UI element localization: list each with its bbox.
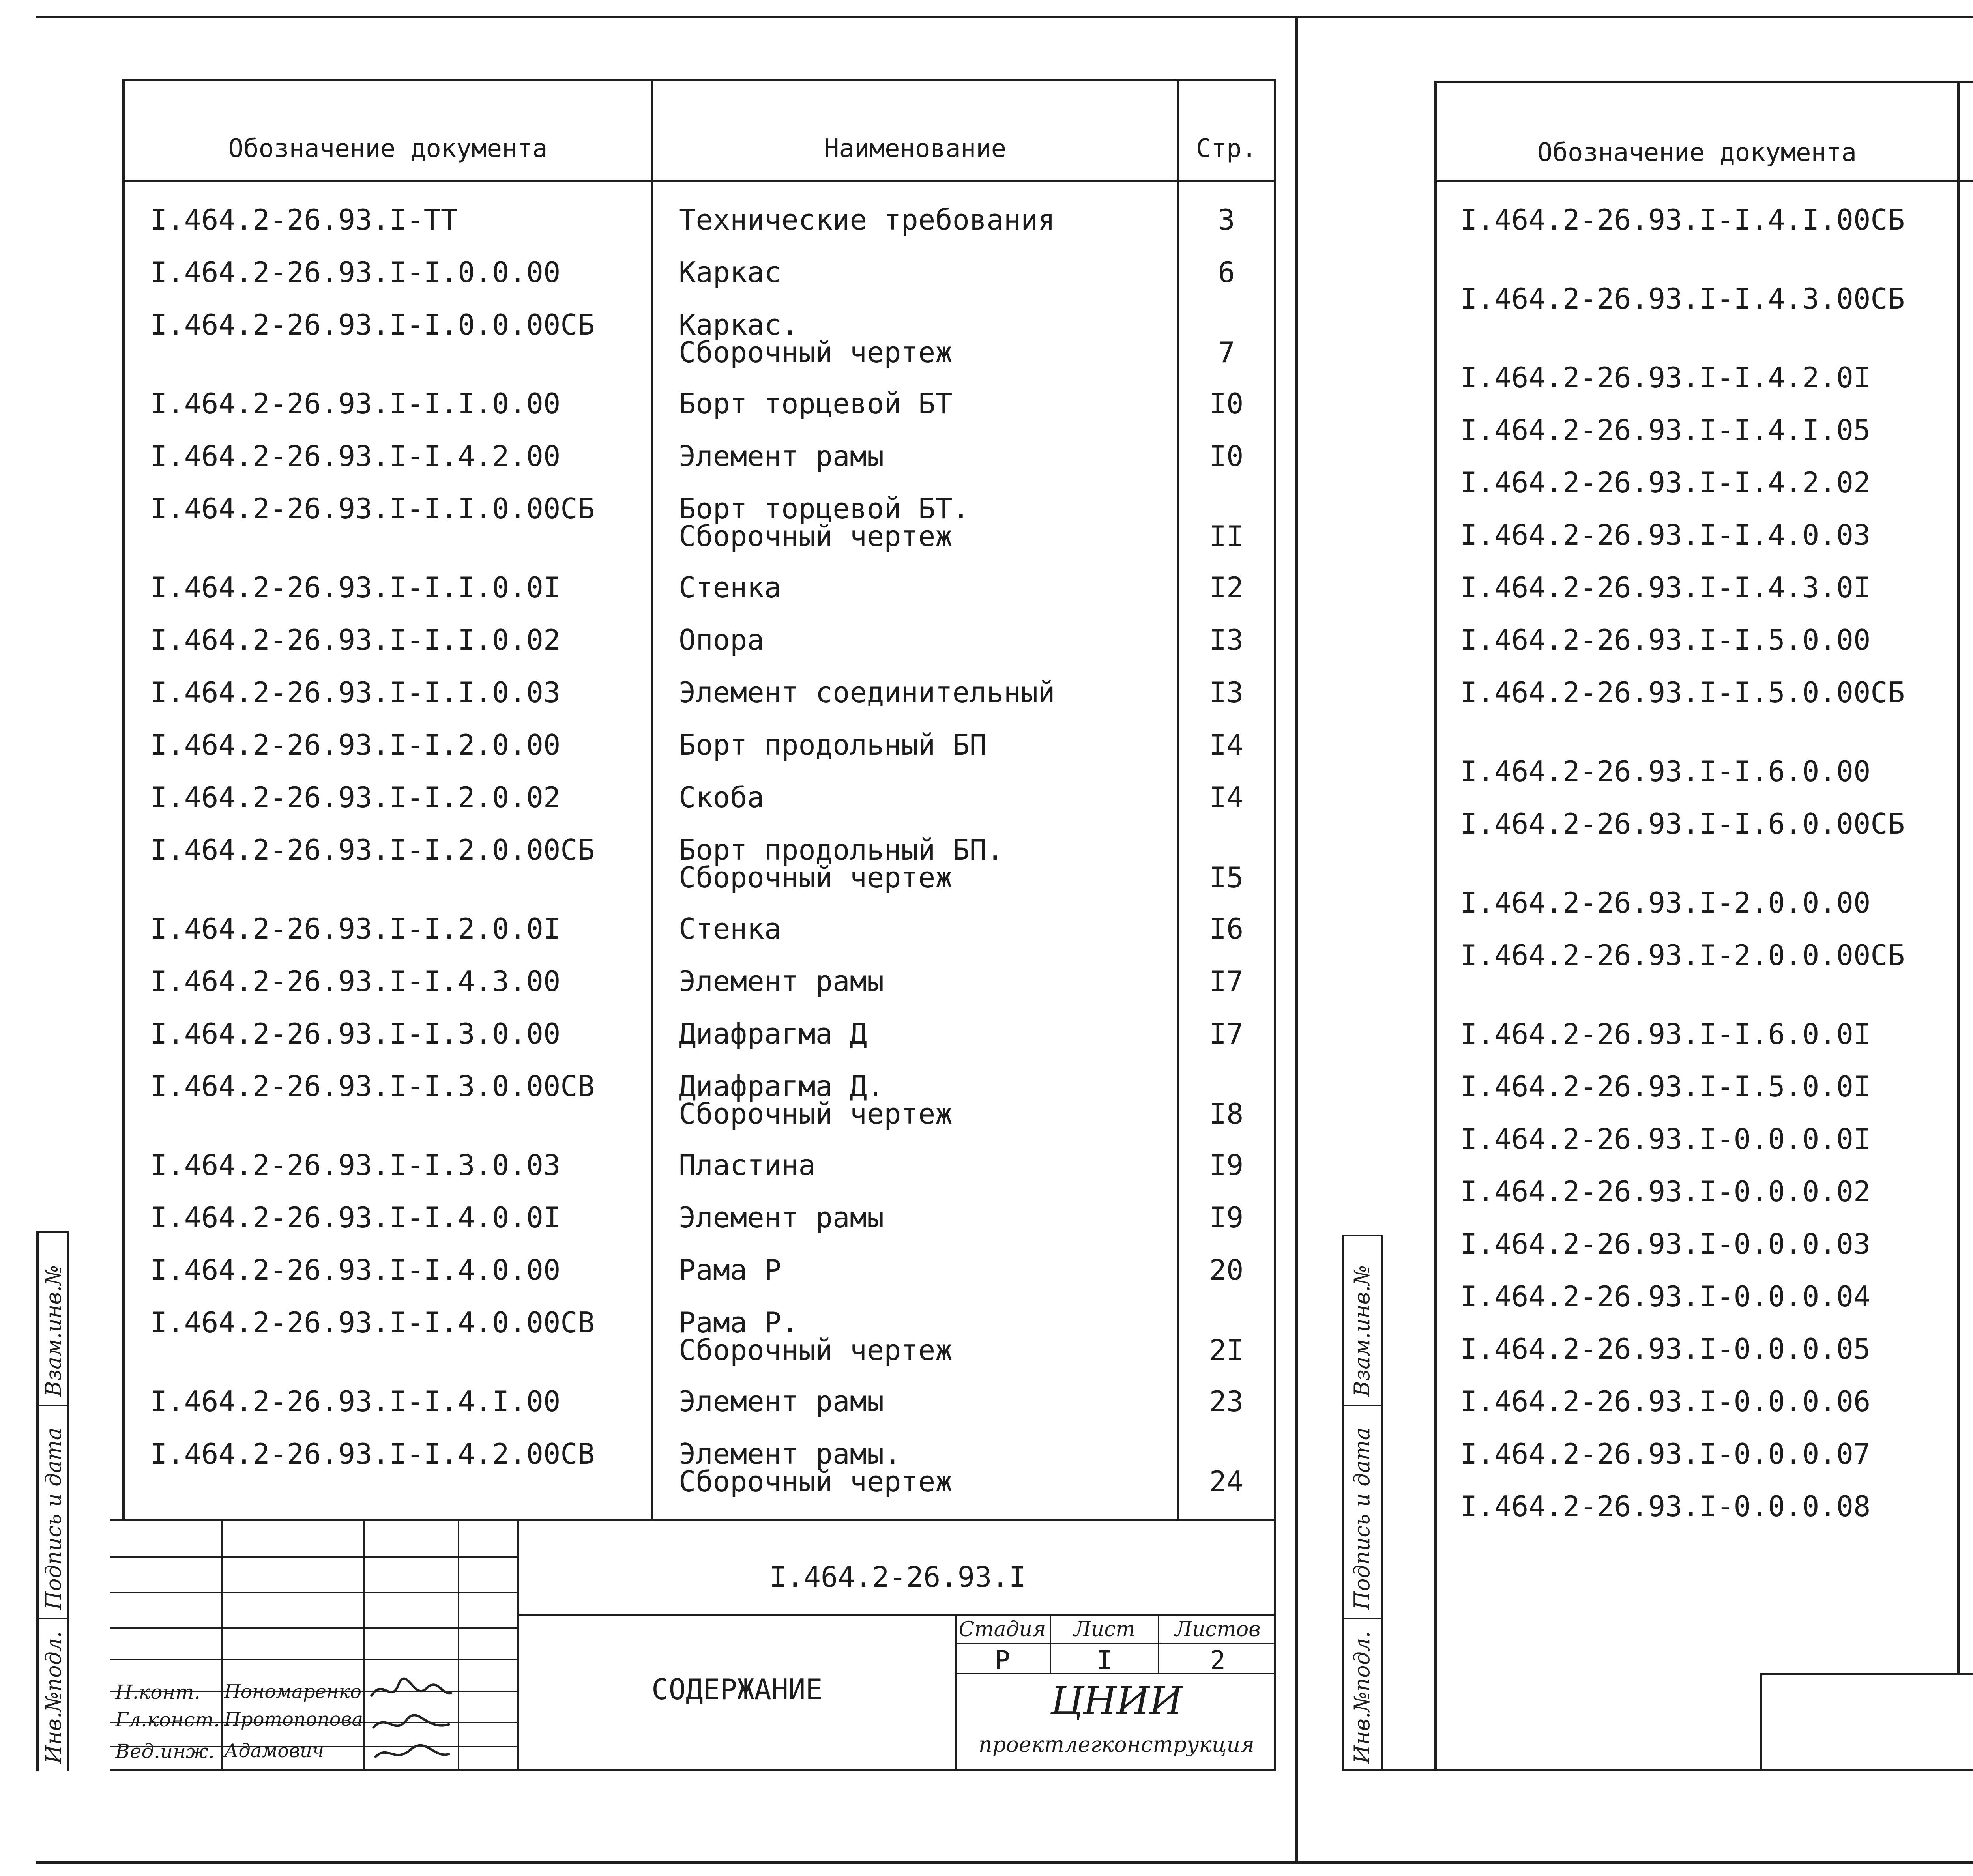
doc-name: Пластина [679, 1148, 816, 1182]
page-number: I8 [1209, 1097, 1244, 1130]
doc-name: Элемент рамы [679, 440, 884, 473]
page-number: I4 [1209, 728, 1244, 761]
page-number: I5 [1209, 861, 1244, 894]
role-3: Вед.инж. [115, 1740, 215, 1763]
page-number: I9 [1209, 1201, 1244, 1234]
doc-code: I.464.2-26.93.I-0.0.0.0I [1460, 1122, 1871, 1156]
org-line2: проектлегконструкция [978, 1732, 1255, 1757]
left-header-name: Наименование [824, 134, 1007, 163]
page-number: I6 [1209, 912, 1244, 945]
doc-code: I.464.2-26.93.I-I.I.0.03 [150, 676, 561, 709]
left-side-label-1: Взам.инв.№ [41, 1265, 66, 1397]
doc-code: I.464.2-26.93.I-I.0.0.00 [150, 256, 561, 289]
sheet-label: Лист [1074, 1618, 1135, 1641]
page-number: 23 [1209, 1385, 1244, 1418]
doc-code: I.464.2-26.93.I-I.2.0.00СБ [150, 833, 595, 866]
doc-code: I.464.2-26.93.I-I.I.0.02 [150, 623, 561, 657]
doc-name: Борт торцевой БТ [679, 387, 953, 420]
doc-name: Элемент рамы [679, 965, 884, 998]
doc-name: Сборочный чертеж [679, 520, 953, 553]
doc-name: Опора [679, 623, 764, 657]
page-number: II [1209, 520, 1244, 553]
doc-name: Борт торцевой БТ. [679, 492, 970, 525]
doc-name: Стенка [679, 571, 782, 604]
doc-code: I.464.2-26.93.I-I.I.0.00СБ [150, 492, 595, 525]
sheets-value: 2 [1210, 1645, 1226, 1676]
doc-name: Сборочный чертеж [679, 1465, 953, 1498]
role-2-name: Протопопова [224, 1708, 363, 1730]
doc-code: I.464.2-26.93.I-I.5.0.00СБ [1460, 676, 1905, 709]
doc-code: I.464.2-26.93.I-I.6.0.00 [1460, 755, 1871, 788]
page-number: I9 [1209, 1148, 1244, 1182]
page-number: 3 [1218, 203, 1235, 236]
page-number: 20 [1209, 1253, 1244, 1287]
doc-code: I.464.2-26.93.I-I.4.3.00 [150, 965, 561, 998]
doc-code: I.464.2-26.93.I-I.4.0.00СВ [150, 1306, 595, 1339]
stage-value: Р [994, 1645, 1010, 1676]
left-side-label-3: Инв.№подл. [41, 1631, 66, 1764]
doc-code: I.464.2-26.93.I-2.0.0.00СБ [1460, 939, 1905, 972]
doc-code: I.464.2-26.93.I-I.0.0.00СБ [150, 308, 595, 341]
doc-code: I.464.2-26.93.I-0.0.0.03 [1460, 1227, 1871, 1261]
doc-name: Сборочный чертеж [679, 336, 953, 369]
doc-code: I.464.2-26.93.I-I.I.0.00 [150, 387, 561, 420]
right-side-label-2: Подпись и дата [1350, 1427, 1374, 1610]
doc-code: I.464.2-26.93.I-I.2.0.00 [150, 728, 561, 761]
page-number: 24 [1209, 1465, 1244, 1498]
left-side-label-2: Подпись и дата [41, 1427, 66, 1610]
right-header-code: Обозначение документа [1537, 138, 1857, 167]
doc-name: Элемент рамы. [679, 1437, 901, 1470]
doc-code: I.464.2-26.93.I-I.4.0.03 [1460, 518, 1871, 552]
doc-name: Борт продольный БП [679, 728, 987, 761]
doc-name: Сборочный чертеж [679, 861, 953, 894]
doc-name: Сборочный чертеж [679, 1097, 953, 1130]
doc-name: Рама Р. [679, 1306, 799, 1339]
sheets-label: Листов [1175, 1618, 1261, 1641]
doc-code: I.464.2-26.93.I-0.0.0.04 [1460, 1280, 1871, 1313]
doc-code: I.464.2-26.93.I-0.0.0.08 [1460, 1490, 1871, 1523]
doc-code: I.464.2-26.93.I-I.4.I.05 [1460, 413, 1871, 447]
right-side-label-3: Инв.№подл. [1350, 1631, 1374, 1764]
doc-name: Каркас [679, 256, 782, 289]
page-number: 6 [1218, 256, 1235, 289]
right-header-name [1960, 140, 1973, 169]
doc-name: Каркас. [679, 308, 799, 341]
doc-code: I.464.2-26.93.I-I.3.0.00СВ [150, 1070, 595, 1103]
right-doc-code [1762, 1720, 1973, 1753]
doc-code: I.464.2-26.93.I-I.4.2.02 [1460, 466, 1871, 499]
org-line1: ЦНИИ [1050, 1679, 1183, 1723]
right-side-label-1: Взам.инв.№ [1350, 1265, 1374, 1397]
page-number: I7 [1209, 965, 1244, 998]
doc-name: Рама Р [679, 1253, 782, 1287]
page-number: I0 [1209, 387, 1244, 420]
page-number: I3 [1209, 676, 1244, 709]
role-2: Гл.конст. [115, 1708, 220, 1731]
doc-code: I.464.2-26.93.I-I.4.0.0I [150, 1201, 561, 1234]
page-number: I4 [1209, 781, 1244, 814]
doc-code: I.464.2-26.93.I-I.4.0.00 [150, 1253, 561, 1287]
doc-code: I.464.2-26.93.I-I.4.3.00СБ [1460, 282, 1905, 315]
doc-name: Борт продольный БП. [679, 833, 1004, 866]
page-number: I2 [1209, 571, 1244, 604]
left-doc-code: I.464.2-26.93.I [769, 1560, 1026, 1594]
doc-name: Элемент соединительный [679, 676, 1055, 709]
role-3-name: Адамович [224, 1740, 324, 1762]
sheet-value: I [1097, 1645, 1112, 1676]
doc-name: Технические требования [679, 203, 1055, 236]
role-1: Н.конт. [115, 1681, 200, 1704]
left-header-code: Обозначение документа [228, 134, 548, 163]
page-number: I0 [1209, 440, 1244, 473]
doc-name: Скоба [679, 781, 764, 814]
doc-code: I.464.2-26.93.I-I.3.0.00 [150, 1017, 561, 1050]
doc-code: I.464.2-26.93.I-I.4.2.0I [1460, 361, 1871, 394]
doc-name: Элемент рамы [679, 1385, 884, 1418]
doc-code: I.464.2-26.93.I-I.4.I.00 [150, 1385, 561, 1418]
doc-code: I.464.2-26.93.I-I.6.0.00СБ [1460, 807, 1905, 840]
doc-code: I.464.2-26.93.I-I.2.0.02 [150, 781, 561, 814]
page-number: I7 [1209, 1017, 1244, 1050]
doc-code: I.464.2-26.93.I-0.0.0.05 [1460, 1332, 1871, 1365]
doc-name: Стенка [679, 912, 782, 945]
doc-name: Элемент рамы [679, 1201, 884, 1234]
stage-label: Стадия [958, 1618, 1046, 1641]
doc-code: I.464.2-26.93.I-I.4.3.0I [1460, 571, 1871, 604]
page-number: 7 [1218, 336, 1235, 369]
role-1-name: Пономаренко [224, 1681, 361, 1703]
doc-name: Сборочный чертеж [679, 1334, 953, 1367]
doc-code: I.464.2-26.93.I-I.4.2.00СВ [150, 1437, 595, 1470]
doc-code: I.464.2-26.93.I-0.0.0.07 [1460, 1437, 1871, 1470]
doc-code: I.464.2-26.93.I-I.3.0.03 [150, 1148, 561, 1182]
left-doc-title: СОДЕРЖАНИЕ [651, 1673, 823, 1706]
doc-code: I.464.2-26.93.I-I.I.0.0I [150, 571, 561, 604]
doc-code: I.464.2-26.93.I-I.4.2.00 [150, 440, 561, 473]
doc-code: I.464.2-26.93.I-I.2.0.0I [150, 912, 561, 945]
page-number: 2I [1209, 1334, 1244, 1367]
doc-code: I.464.2-26.93.I-ТТ [150, 203, 458, 236]
page-number: I3 [1209, 623, 1244, 657]
doc-code: I.464.2-26.93.I-2.0.0.00 [1460, 886, 1871, 919]
doc-code: I.464.2-26.93.I-I.5.0.00 [1460, 623, 1871, 657]
doc-code: I.464.2-26.93.I-I.5.0.0I [1460, 1070, 1871, 1103]
doc-code: I.464.2-26.93.I-I.6.0.0I [1460, 1017, 1871, 1051]
doc-name: Диафрагма Д. [679, 1070, 884, 1103]
doc-name: Диафрагма Д [679, 1017, 867, 1050]
doc-code: I.464.2-26.93.I-I.4.I.00СБ [1460, 203, 1905, 236]
doc-code: I.464.2-26.93.I-0.0.0.06 [1460, 1385, 1871, 1418]
doc-code: I.464.2-26.93.I-0.0.0.02 [1460, 1175, 1871, 1208]
left-header-page: Стр. [1196, 134, 1257, 163]
